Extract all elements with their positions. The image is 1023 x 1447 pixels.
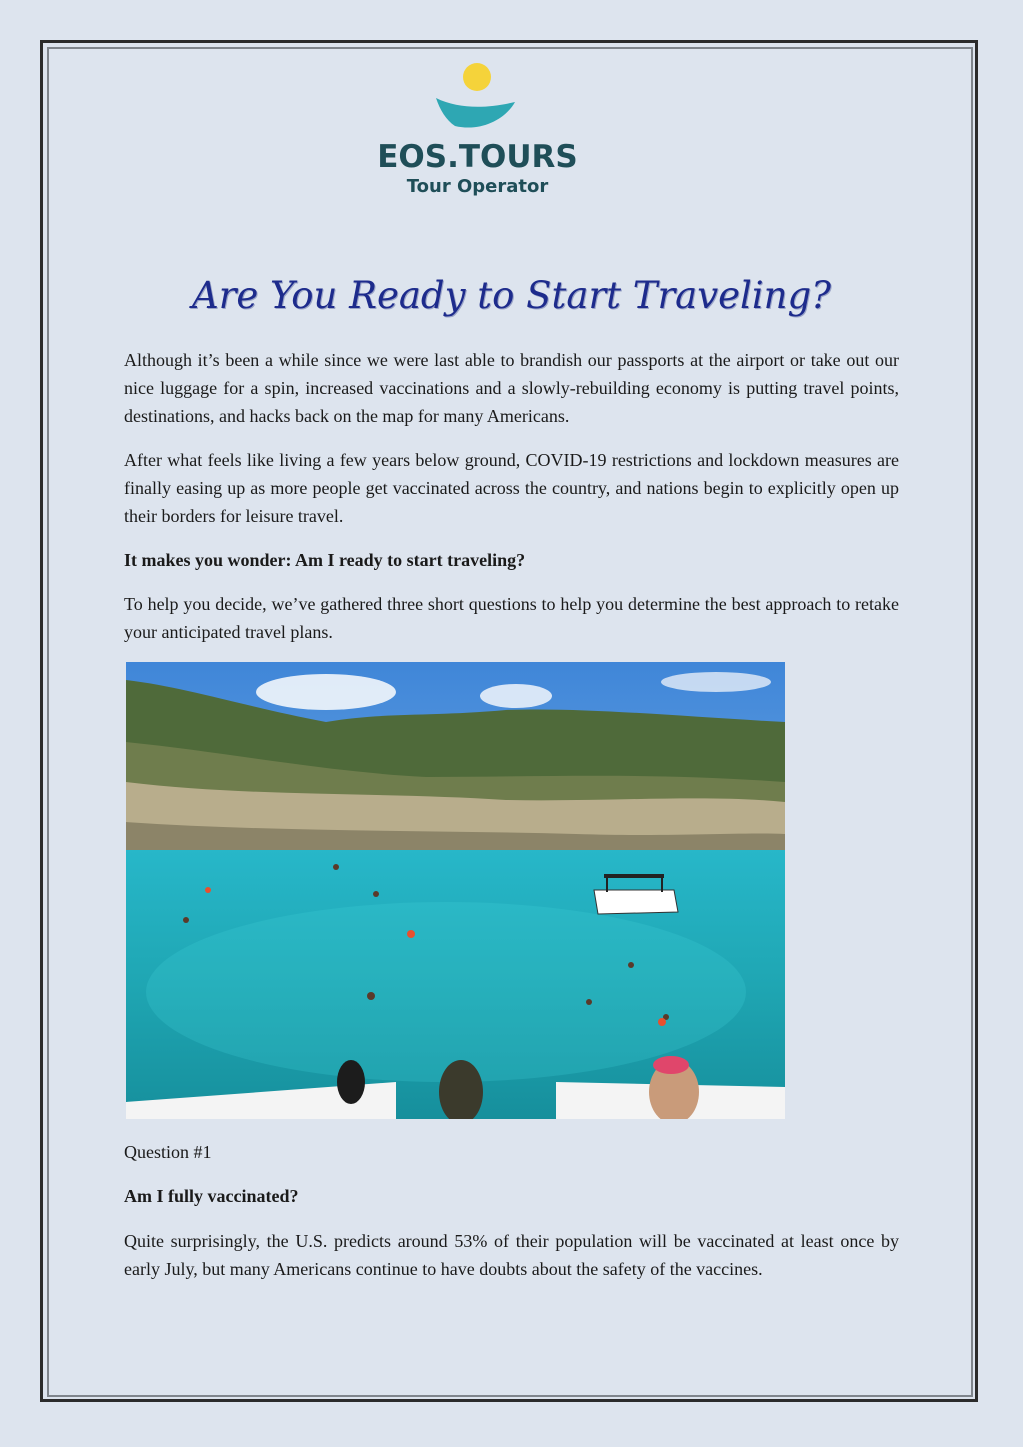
logo-brand-text: EOS.TOURS [377,139,578,175]
intro-paragraph: Although it’s been a while since we were last able to brandish our passports at the airport or take out our nice luggage for a spin, increased vaccinations and a slowly-rebuilding economy is putting travel points, destinations, and hacks back on the map for many Americans. [124,350,899,426]
page-title: Are You Ready to Start Traveling? [191,274,832,317]
question-label: Question #1 [124,1142,212,1162]
wonder-heading: It makes you wonder: Am I ready to start traveling? [124,550,526,570]
vaccination-paragraph: Quite surprisingly, the U.S. predicts around 53% of their population will be vaccinated at least once by early July, but many Americans continue to have doubts about the safety of the vaccines. [124,1231,899,1279]
logo-tagline: Tour Operator [406,176,549,197]
sea-boat-photo [126,662,785,1119]
eos-tours-logo [360,58,600,208]
covid-paragraph: After what feels like living a few years below ground, COVID-19 restrictions and lockdown measures are finally easing up as more people get vaccinated across the country, and nations begin to explicitly open up their borders for leisure travel. [124,450,899,526]
decide-paragraph: To help you decide, we’ve gathered three short questions to help you determine the best approach to retake your anticipated travel plans. [124,594,899,642]
question-title: Am I fully vaccinated? [124,1186,299,1206]
sun-wave-icon [360,58,600,138]
